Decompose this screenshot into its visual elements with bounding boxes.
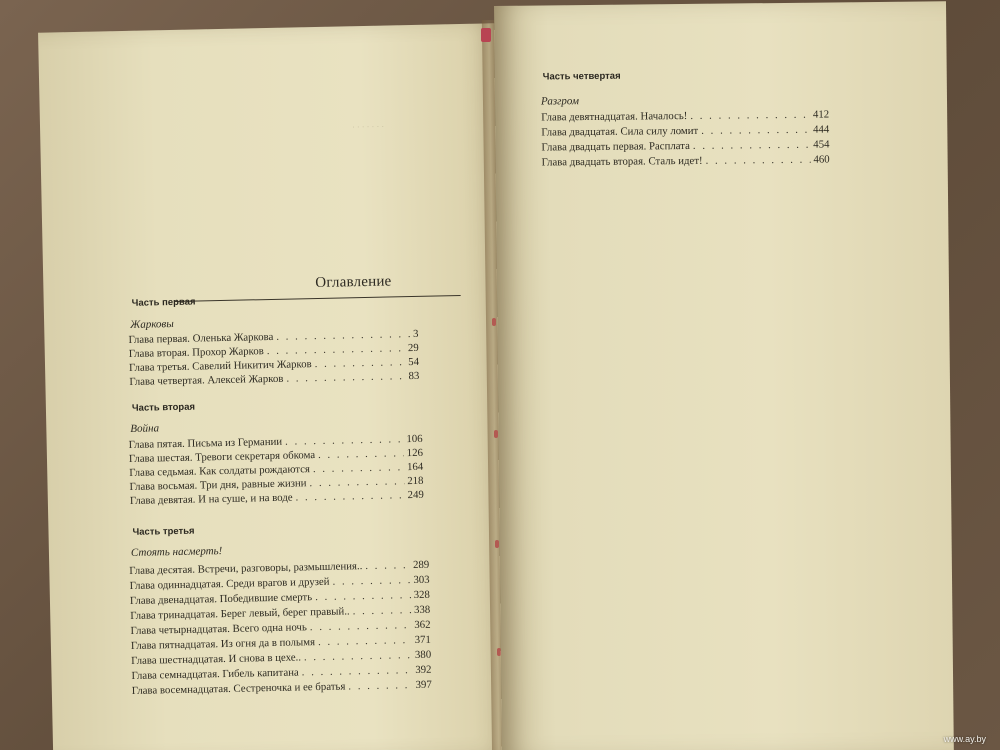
watermark: www.ay.by	[943, 734, 986, 744]
binding-stitch	[494, 430, 498, 438]
dot-leader	[690, 109, 810, 122]
dot-leader	[315, 589, 411, 603]
entry-title: Глава восьмая. Три дня, равные жизни	[129, 477, 307, 493]
entry-title: Глава четырнадцатая. Всего одна ночь	[130, 621, 307, 637]
entry-page: 380	[414, 648, 432, 662]
entry-page: 362	[414, 618, 431, 632]
entry-page: 338	[413, 603, 431, 617]
entry-title: Глава пятнадцатая. Из огня да в полымя	[130, 636, 316, 652]
dot-leader	[310, 619, 412, 633]
entry-page: 328	[413, 588, 431, 602]
binding-stitch	[495, 540, 499, 548]
entry-page: 54	[408, 355, 420, 369]
entry-page: 164	[406, 460, 424, 474]
section-title-3: Стоять насмерть!	[130, 545, 223, 559]
toc-entry	[541, 138, 829, 154]
dot-leader	[693, 139, 810, 152]
dot-leader	[285, 433, 404, 447]
entry-title: Глава семнадцатая. Гибель капитана	[131, 666, 299, 682]
entry-title: Глава пятая. Письма из Германии	[128, 435, 283, 451]
section-title-1: Жарковы	[130, 318, 174, 331]
entry-title: Глава десятая. Встречи, разговоры, размышления..	[129, 560, 363, 578]
entry-title: Глава седьмая. Как солдаты рождаются	[129, 463, 311, 479]
entry-page: 303	[413, 573, 430, 587]
entry-title: Глава тринадцатая. Берег левый, берег правый..	[130, 605, 350, 622]
binding-stitch	[492, 318, 496, 326]
title-rule	[175, 295, 461, 302]
dot-leader	[313, 461, 404, 475]
dot-leader	[365, 559, 410, 572]
entry-title: Глава двадцать вторая. Сталь идет!	[541, 154, 703, 169]
dot-leader	[318, 447, 404, 461]
entry-page: 289	[412, 558, 430, 572]
right-page	[494, 1, 954, 750]
toc-title: Оглавление	[315, 273, 392, 292]
entry-page: 397	[415, 678, 432, 692]
dot-leader	[353, 604, 412, 617]
dot-leader	[295, 489, 404, 503]
entry-page: 460	[813, 153, 830, 166]
entry-title: Глава девятнадцатая. Началось!	[541, 109, 688, 124]
entry-title: Глава вторая. Прохор Жарков	[128, 345, 264, 360]
dot-leader	[309, 475, 404, 489]
dot-leader	[348, 679, 412, 692]
entry-page: 454	[813, 138, 830, 151]
entry-title: Глава двадцать первая. Расплата	[541, 139, 690, 154]
entry-page: 29	[407, 341, 419, 355]
entry-title: Глава двенадцатая. Победившие смерть	[129, 591, 313, 607]
entry-page: 444	[813, 123, 830, 136]
entry-page: 106	[406, 432, 423, 446]
entry-page: 83	[408, 369, 420, 383]
entry-title: Глава первая. Оленька Жаркова	[128, 330, 274, 346]
part-label-1: Часть первая	[131, 296, 196, 309]
entry-title: Глава шестнадцатая. И снова в цехе..	[131, 651, 302, 667]
dot-leader	[706, 154, 811, 167]
dot-leader	[286, 370, 405, 384]
dot-leader	[332, 574, 410, 588]
entry-title: Глава восемнадцатая. Сестреночка и ее братья	[131, 680, 346, 697]
part-label-4: Часть четвертая	[542, 70, 621, 83]
dot-leader	[276, 328, 410, 343]
entry-page: 392	[415, 663, 432, 677]
entry-page: 371	[414, 633, 431, 647]
entry-title: Глава одиннадцатая. Среди врагов и друзей	[129, 575, 330, 592]
entry-title: Глава двадцатая. Сила силу ломит	[541, 124, 699, 139]
part-label-3: Часть третья	[132, 525, 195, 538]
left-page	[38, 23, 511, 750]
entry-page: 3	[412, 327, 419, 341]
section-title-4: Разгром	[540, 95, 580, 108]
entry-title: Глава шестая. Тревоги секретаря обкома	[128, 449, 316, 465]
entry-page: 249	[407, 488, 424, 502]
dot-leader	[304, 649, 412, 663]
entry-page: 412	[812, 108, 830, 121]
entry-title: Глава четвертая. Алексей Жарков	[129, 372, 284, 388]
toc-entry	[541, 123, 829, 139]
part-label-2: Часть вторая	[131, 401, 196, 414]
entry-page: 218	[407, 474, 424, 488]
entry-title: Глава девятая. И на суше, и на воде	[129, 491, 293, 507]
toc-entry	[542, 153, 830, 169]
dot-leader	[302, 664, 413, 678]
toc-entry	[541, 108, 829, 124]
dot-leader	[315, 356, 406, 370]
section-title-2: Война	[130, 422, 160, 435]
entry-page: 126	[406, 446, 424, 460]
dot-leader	[318, 634, 412, 648]
dot-leader	[701, 124, 810, 137]
bleed-through-text: · · · · · · ·	[351, 121, 385, 132]
bookmark-ribbon	[481, 28, 491, 42]
entry-title: Глава третья. Савелий Никитич Жарков	[128, 358, 312, 374]
dot-leader	[267, 342, 405, 357]
